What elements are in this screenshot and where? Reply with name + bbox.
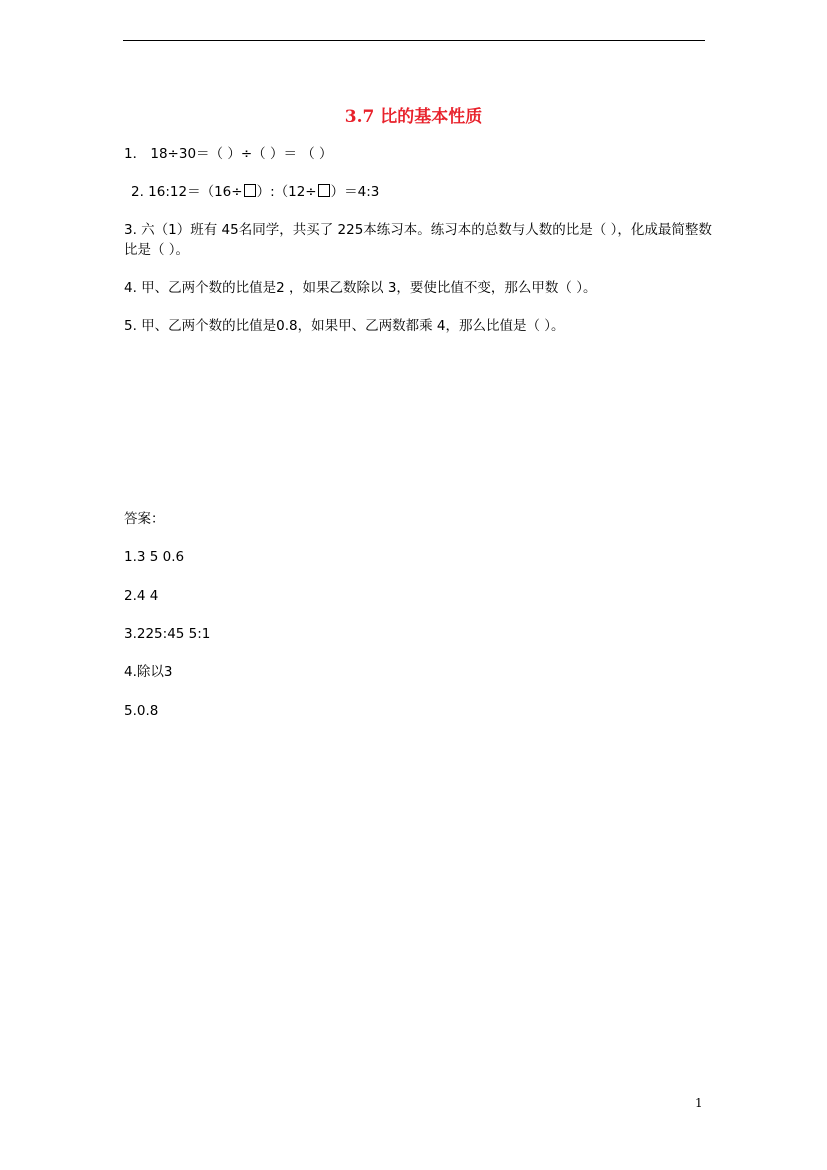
answer-1: 1.3 5 0.6	[124, 549, 185, 565]
blank-box-icon	[318, 184, 330, 197]
question-1: 1． 18÷30＝（ ）÷（ ）＝ （ ）	[124, 146, 333, 162]
answer-3: 3.225:45 5:1	[124, 626, 211, 642]
header-rule	[123, 40, 705, 41]
question-2	[131, 182, 379, 202]
question-4: 4. 甲、乙两个数的比值是2 ，如果乙数除以 3，要使比值不变，那么甲数（ ）。	[124, 280, 597, 296]
question-2-part-2: ）:（12÷	[256, 184, 317, 200]
question-3: 3. 六（1）班有 45名同学，共买了 225本练习本。练习本的总数与人数的比是（ ），化成最简整数比是（ ）。	[124, 222, 712, 258]
answer-5: 5.0.8	[124, 703, 159, 719]
answer-4: 4.除以3	[124, 664, 173, 680]
page-title: 3.7 比的基本性质	[344, 107, 483, 127]
question-2-part-3: ）＝4:3	[330, 184, 380, 200]
question-2-part-1: 2. 16:12＝（16÷	[131, 184, 243, 200]
question-5: 5. 甲、乙两个数的比值是0.8，如果甲、乙两数都乘 4，那么比值是（ ）。	[124, 318, 565, 334]
answers-heading: 答案：	[124, 511, 165, 527]
page-number: 1	[695, 1096, 703, 1110]
blank-box-icon	[244, 184, 256, 197]
answer-2: 2.4 4	[124, 588, 159, 604]
